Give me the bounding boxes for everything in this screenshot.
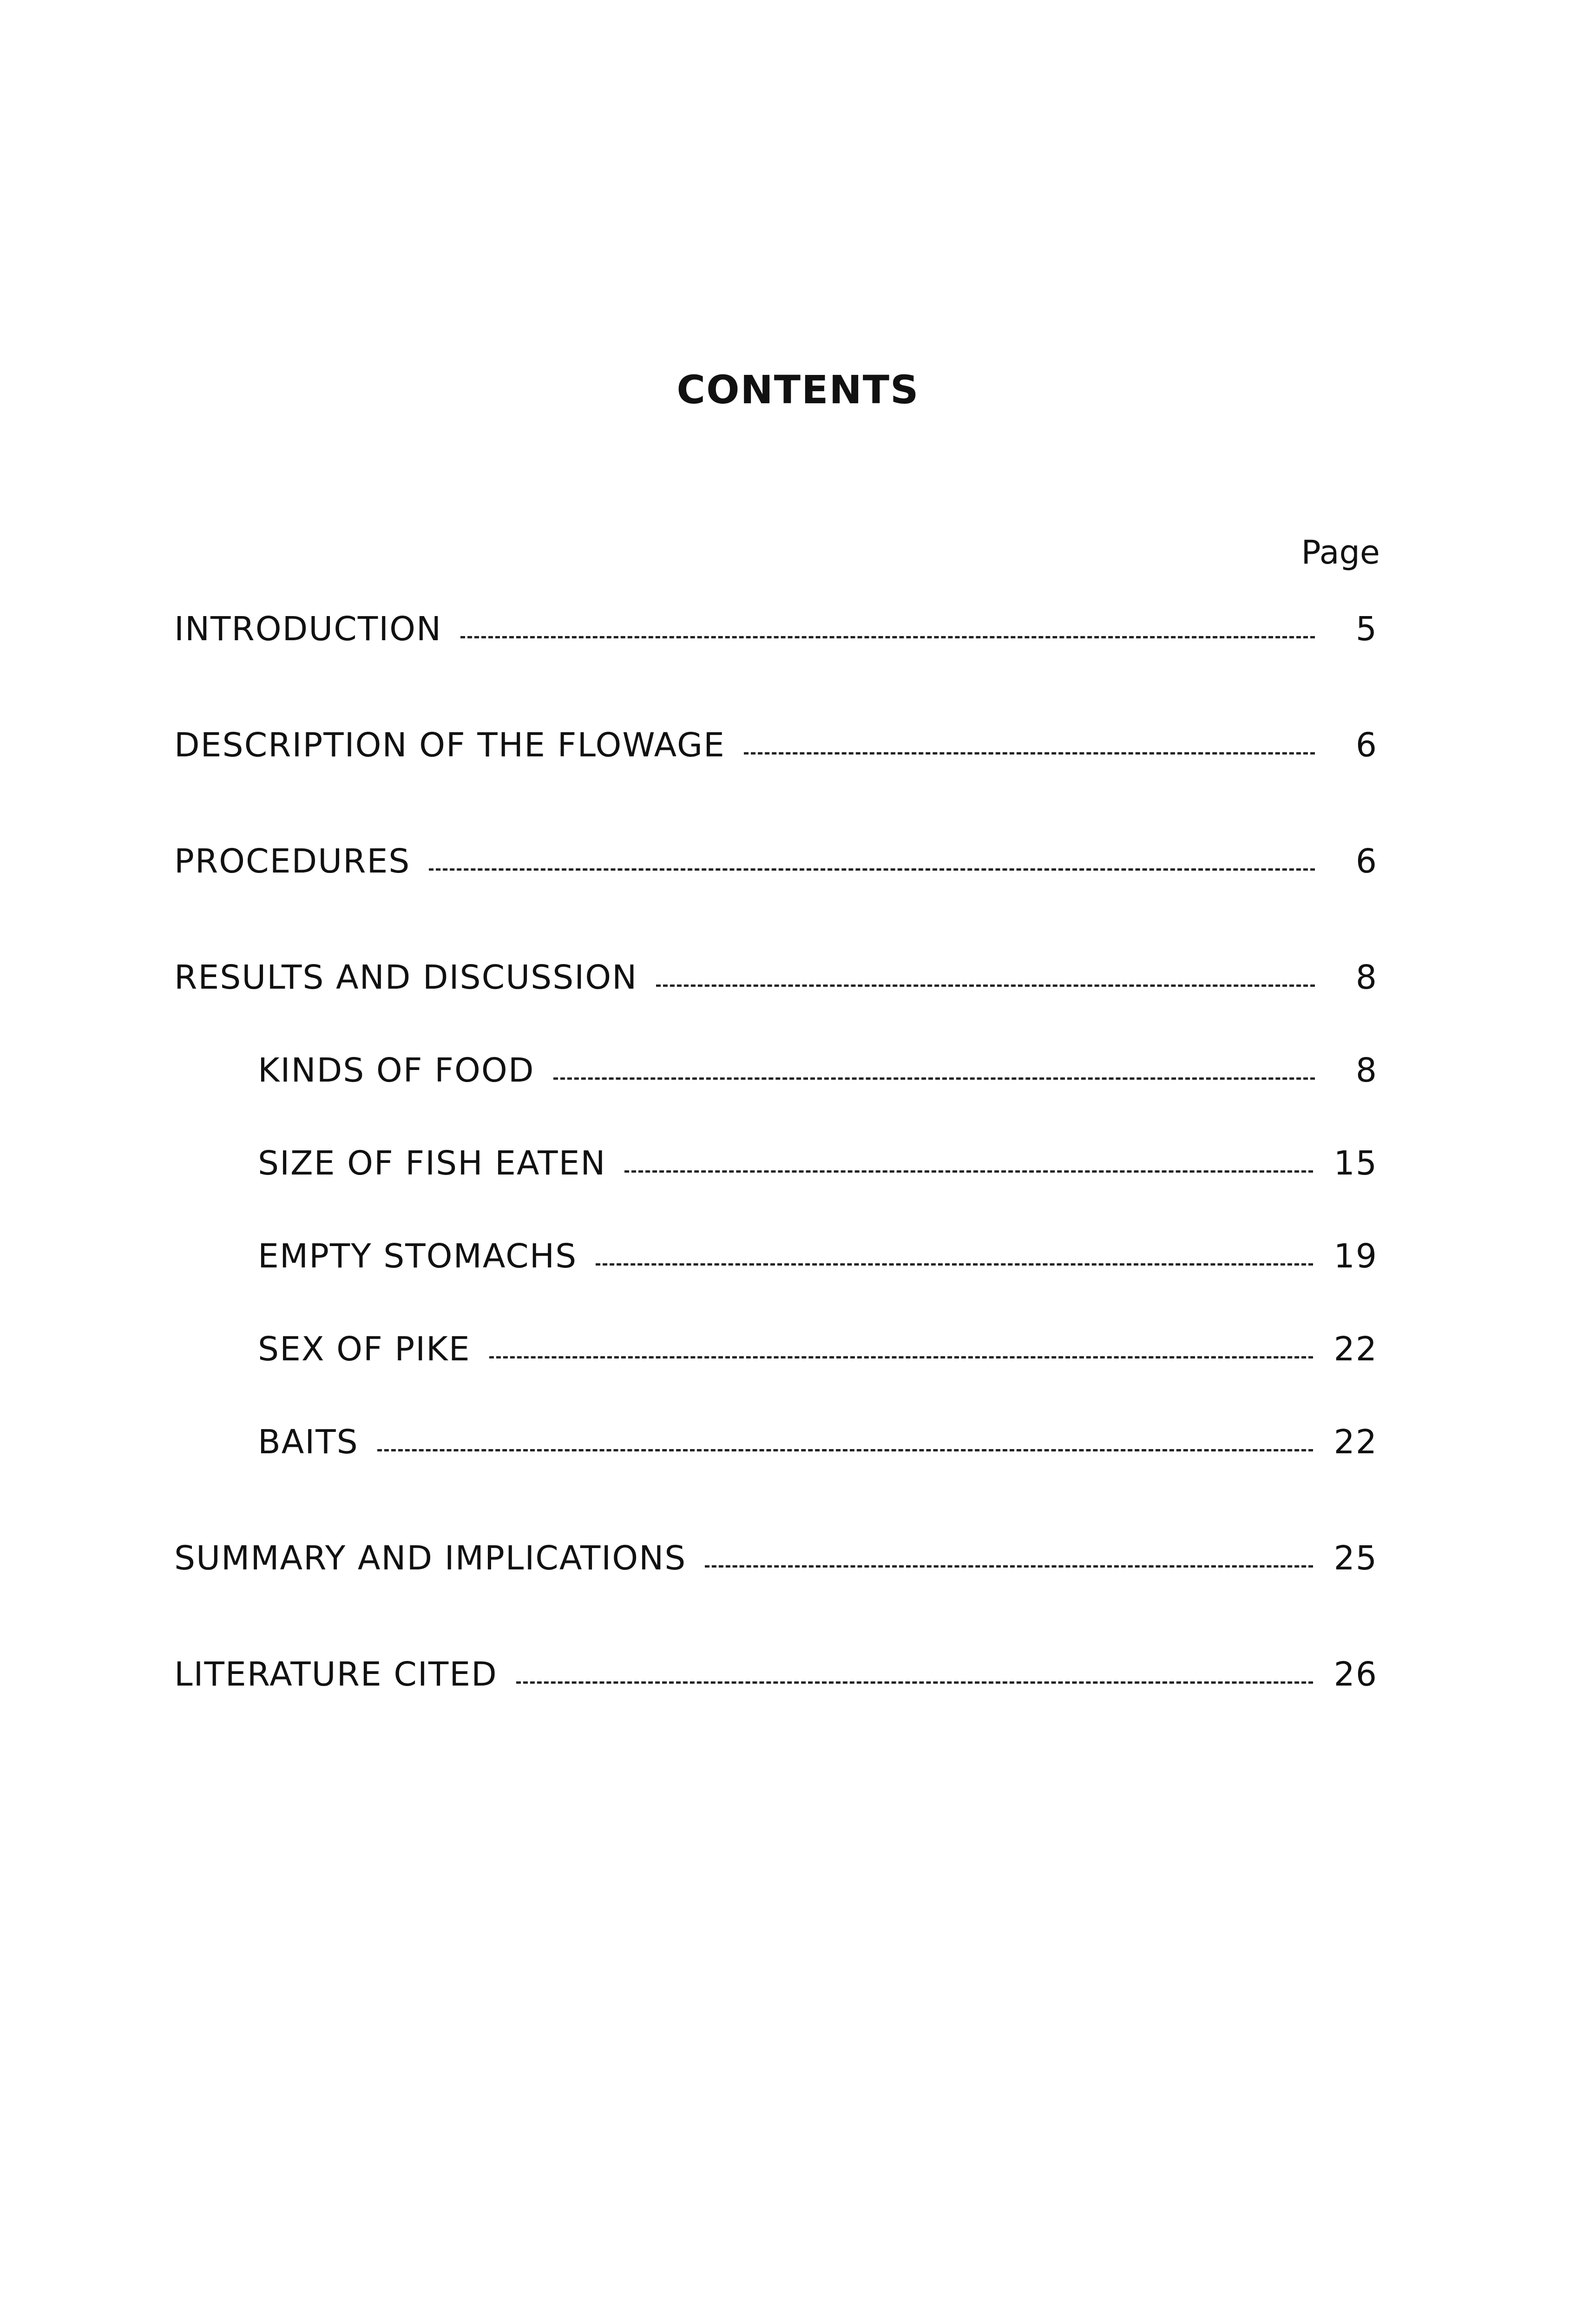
dotted-leader — [624, 1170, 1313, 1173]
toc-entry-summary-and-implications[interactable] — [174, 1539, 1378, 1585]
toc-entry-baits[interactable] — [258, 1423, 1378, 1469]
toc-entry-label: KINDS OF FOOD — [258, 1051, 535, 1089]
dotted-leader — [705, 1565, 1313, 1568]
toc-entry-page: 19 — [1333, 1237, 1378, 1275]
toc-entry-page: 22 — [1333, 1423, 1378, 1461]
toc-entry-label: SEX OF PIKE — [258, 1330, 471, 1368]
dotted-leader — [744, 752, 1315, 755]
toc-entry-introduction[interactable] — [174, 610, 1378, 656]
toc-entry-label: SIZE OF FISH EATEN — [258, 1144, 606, 1182]
toc-entry-page: 8 — [1355, 1051, 1378, 1089]
dotted-leader — [377, 1449, 1313, 1451]
dotted-leader — [429, 868, 1315, 871]
toc-entry-label: INTRODUCTION — [174, 610, 442, 648]
dotted-leader — [596, 1263, 1313, 1266]
toc-entry-size-of-fish-eaten[interactable] — [258, 1144, 1378, 1190]
toc-entry-empty-stomachs[interactable] — [258, 1237, 1378, 1283]
page-title: CONTENTS — [676, 367, 920, 413]
toc-entry-page: 5 — [1355, 610, 1378, 648]
dotted-leader — [516, 1681, 1313, 1684]
toc-entry-label: BAITS — [258, 1423, 359, 1461]
toc-entry-results-and-discussion[interactable] — [174, 958, 1378, 1004]
toc-entry-description-of-the-flowage[interactable] — [174, 726, 1378, 772]
toc-entry-procedures[interactable] — [174, 842, 1378, 888]
toc-entry-label: EMPTY STOMACHS — [258, 1237, 578, 1275]
toc-entry-label: LITERATURE CITED — [174, 1655, 498, 1693]
dotted-leader — [656, 984, 1315, 987]
toc-entry-label: DESCRIPTION OF THE FLOWAGE — [174, 726, 725, 764]
toc-entry-label: SUMMARY AND IMPLICATIONS — [174, 1539, 687, 1577]
toc-entry-page: 6 — [1355, 842, 1378, 880]
toc-entry-literature-cited[interactable] — [174, 1655, 1378, 1701]
toc-entry-kinds-of-food[interactable] — [258, 1051, 1378, 1097]
dotted-leader — [460, 636, 1315, 638]
toc-entry-page: 8 — [1355, 958, 1378, 997]
page-column-header: Page — [1301, 533, 1380, 571]
toc-entry-label: RESULTS AND DISCUSSION — [174, 958, 638, 997]
toc-entry-page: 15 — [1333, 1144, 1378, 1182]
toc-entry-page: 22 — [1333, 1330, 1378, 1368]
dotted-leader — [553, 1077, 1315, 1080]
toc-entry-page: 26 — [1333, 1655, 1378, 1693]
toc-entry-sex-of-pike[interactable] — [258, 1330, 1378, 1376]
toc-entry-label: PROCEDURES — [174, 842, 411, 880]
dotted-leader — [489, 1356, 1313, 1358]
toc-entry-page: 6 — [1355, 726, 1378, 764]
toc-entry-page: 25 — [1333, 1539, 1378, 1577]
